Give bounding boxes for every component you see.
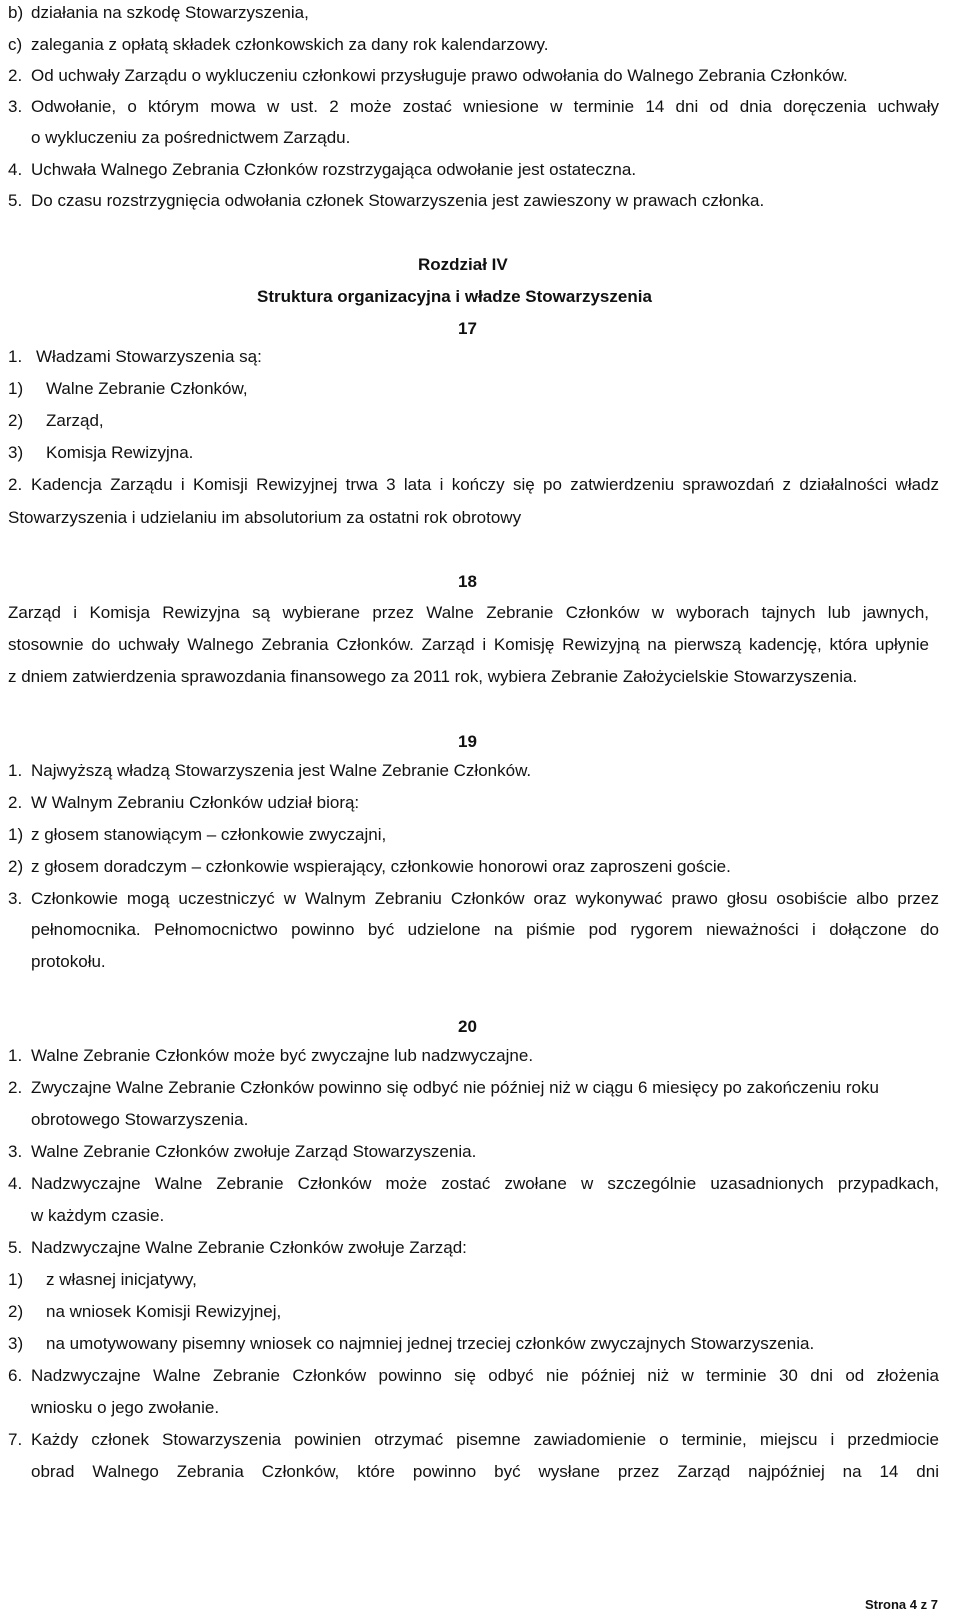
item-text: w każdym czasie. [31,1206,165,1225]
item-text: Najwyższą władzą Stowarzyszenia jest Walne Zebranie Członków. [31,761,532,780]
list-item [0,1430,960,1452]
item-text: Uchwała Walnego Zebrania Członków rozstrzygająca odwołanie jest ostateczna. [31,160,637,179]
item-label: 1) [8,825,24,844]
item-text: z własnej inicjatywy, [46,1270,197,1289]
item-text: Odwołanie, o którym mowa w ust. 2 może zostać wniesione w terminie 14 dni od dnia doręczenia uchwały [31,97,939,116]
item-text: pełnomocnika. Pełnomocnictwo powinno być udzielone na piśmie pod rygorem nieważności i dołączone do [31,920,939,939]
list-item-continuation [0,128,960,150]
list-item [0,97,960,119]
list-item [0,379,960,401]
item-text: wniosku o jego zwołanie. [31,1398,220,1417]
footer-total-pages: 7 [930,1597,938,1612]
item-text: z głosem doradczym – członkowie wspierający, członkowie honorowi oraz zaproszeni goście. [31,857,731,876]
list-item [0,1046,960,1068]
section-19-heading [446,731,477,753]
list-item [0,347,960,369]
list-item [0,160,960,182]
item-text: działania na szkodę Stowarzyszenia, [31,3,309,22]
list-item [0,889,960,911]
item-text: na wniosek Komisji Rewizyjnej, [46,1302,282,1321]
item-label: 3. [8,1142,23,1161]
item-label: 1. [8,1046,23,1065]
item-text: Nadzwyczajne Walne Zebranie Członków powinno się odbyć nie później niż w terminie 30 dni od złożenia [31,1366,939,1385]
item-text: Nadzwyczajne Walne Zebranie Członków zwołuje Zarząd: [31,1238,467,1257]
page-footer [865,1597,938,1612]
item-label: c) [8,35,23,54]
item-text: Do czasu rozstrzygnięcia odwołania członek Stowarzyszenia jest zawieszony w prawach członka. [31,191,765,210]
item-label: 2. [8,1078,23,1097]
item-text: Zarząd, [46,411,104,430]
item-label: 2. [8,66,23,85]
item-text: zalegania z opłatą składek członkowskich za dany rok kalendarzowy. [31,35,549,54]
item-label: 2) [8,1302,24,1321]
item-text: Walne Zebranie Członków, [46,379,248,398]
list-item [0,1270,960,1292]
paragraph-line: z dniem zatwierdzenia sprawozdania finansowego za 2011 rok, wybiera Zebranie Założycielskie Stowarzyszenia. [8,667,858,686]
footer-separator: z [920,1597,928,1612]
section-number: 17 [458,319,477,338]
list-item [0,825,960,847]
footer-current-page: 4 [909,1597,918,1612]
item-text: z głosem stanowiącym – członkowie zwyczajni, [31,825,387,844]
chapter-title: Rozdział IV [418,255,508,274]
list-item [0,1334,960,1356]
item-label: 1) [8,1270,24,1289]
item-text: Od uchwały Zarządu o wykluczeniu członkowi przysługuje prawo odwołania do Walnego Zebrania Członków. [31,66,848,85]
list-item-continuation [0,952,960,974]
list-item [0,475,960,497]
list-item [0,411,960,433]
item-label: 3. [8,889,23,908]
item-label: 5. [8,191,23,210]
item-text: na umotywowany pisemny wniosek co najmniej jednej trzeciej członków zwyczajnych Stowarzyszenia. [46,1334,815,1353]
item-label: 1. [8,761,23,780]
section-number: 20 [458,1017,477,1036]
list-item [0,3,960,25]
list-item [0,191,960,213]
list-item-continuation [0,920,960,942]
item-label: 3) [8,1334,24,1353]
list-item [0,1078,960,1100]
list-item [0,1174,960,1196]
list-item-continuation [0,1398,960,1420]
paragraph-continuation: Stowarzyszenia i udzielaniu im absolutorium za ostatni rok obrotowy [8,508,522,527]
item-label: 5. [8,1238,23,1257]
item-text: Komisja Rewizyjna. [46,443,194,462]
list-item [0,793,960,815]
item-label: 6. [8,1366,23,1385]
item-text: Kadencja Zarządu i Komisji Rewizyjnej trwa 3 lata i kończy się po zatwierdzeniu sprawozdań z działalności władz [31,475,939,494]
item-label: 2) [8,411,24,430]
section-number: 19 [458,732,477,751]
item-text: obrotowego Stowarzyszenia. [31,1110,249,1129]
item-label: 2. [8,793,23,812]
item-label: 1. [8,347,23,366]
item-text: Każdy członek Stowarzyszenia powinien otrzymać pisemne zawiadomienie o terminie, miejscu i przedmiocie [31,1430,939,1449]
list-item [0,443,960,465]
item-text: Nadzwyczajne Walne Zebranie Członków może zostać zwołane w szczególnie uzasadnionych przypadkach, [31,1174,939,1193]
item-label: 3. [8,97,23,116]
list-item [0,857,960,879]
paragraph-line: stosownie do uchwały Walnego Zebrania Członków. Zarząd i Komisję Rewizyjną na pierwszą kadencję, która upłynie [8,635,929,654]
item-label: 2) [8,857,24,876]
list-item [0,1238,960,1260]
section-20-heading [446,1016,477,1038]
section-18-heading [446,571,477,593]
item-label: 3) [8,443,24,462]
list-item-continuation [0,1110,960,1132]
item-label: 4. [8,160,23,179]
list-item [0,1142,960,1164]
footer-prefix: Strona [864,1597,907,1612]
list-item-continuation [0,1206,960,1228]
item-label: 2. [8,475,23,494]
list-item-continuation [0,1462,960,1484]
item-text: obrad Walnego Zebrania Członków, które powinno być wysłane przez Zarząd najpóźniej na 14 dni [31,1462,939,1481]
paragraph-line: Zarząd i Komisja Rewizyjna są wybierane przez Walne Zebranie Członków w wyborach tajnych lub jawnych, [8,603,929,622]
list-item [0,1366,960,1388]
item-text: Zwyczajne Walne Zebranie Członków powinno się odbyć nie później niż w ciągu 6 miesięcy po zakończeniu roku [31,1078,879,1097]
list-item [0,1302,960,1324]
item-label: 4. [8,1174,23,1193]
item-text: protokołu. [31,952,106,971]
item-text: W Walnym Zebraniu Członków udział biorą: [31,793,360,812]
list-item [0,66,960,88]
chapter-subtitle: Struktura organizacyjna i władze Stowarzyszenia [257,287,652,306]
item-text: Członkowie mogą uczestniczyć w Walnym Zebraniu Członków oraz wykonywać prawo głosu osobiście albo przez [31,889,939,908]
section-number: 18 [458,572,477,591]
list-item [0,761,960,783]
item-label: 1) [8,379,24,398]
item-text: Walne Zebranie Członków może być zwyczajne lub nadzwyczajne. [31,1046,534,1065]
item-label: 7. [8,1430,23,1449]
item-label: b) [8,3,24,22]
section-17-heading [446,318,477,340]
list-item [0,35,960,57]
item-text: Władzami Stowarzyszenia są: [36,347,262,366]
item-text: o wykluczeniu za pośrednictwem Zarządu. [31,128,351,147]
item-text: Walne Zebranie Członków zwołuje Zarząd Stowarzyszenia. [31,1142,477,1161]
